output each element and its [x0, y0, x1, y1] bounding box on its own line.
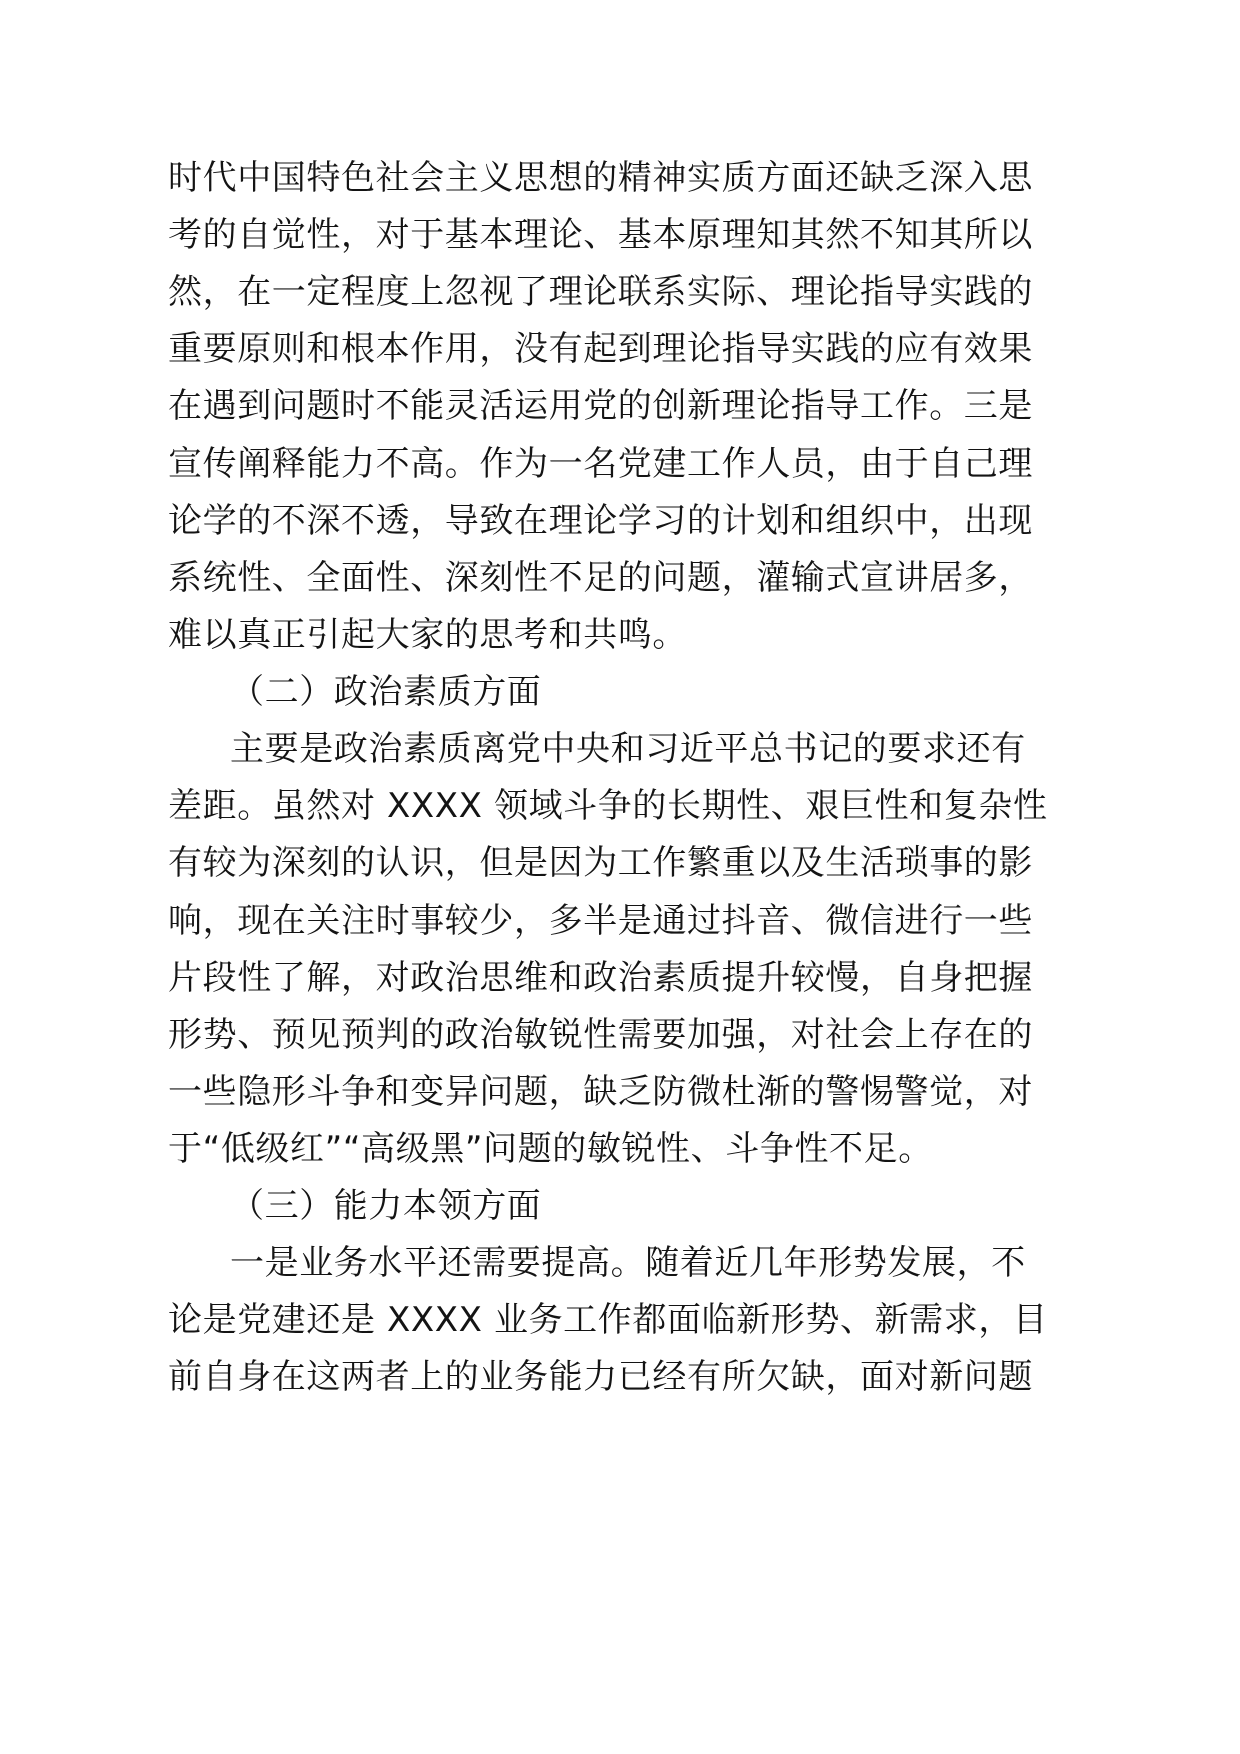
- body-line: 形势、预见预判的政治敏锐性需要加强，对社会上存在的: [168, 1015, 1033, 1055]
- body-line: 响，现在关注时事较少，多半是通过抖音、微信进行一些: [168, 901, 1033, 941]
- body-line: 论学的不深不透，导致在理论学习的计划和组织中，出现: [168, 501, 1033, 541]
- body-line: 有较为深刻的认识，但是因为工作繁重以及生活琐事的影: [168, 843, 1033, 883]
- body-line: 论是党建还是 XXXX 业务工作都面临新形势、新需求，目: [168, 1300, 1048, 1340]
- body-line: 片段性了解，对政治思维和政治素质提升较慢，自身把握: [168, 958, 1033, 998]
- body-line: 然，在一定程度上忽视了理论联系实际、理论指导实践的: [168, 272, 1033, 312]
- body-line: 时代中国特色社会主义思想的精神实质方面还缺乏深入思: [168, 158, 1033, 198]
- body-line: 一些隐形斗争和变异问题，缺乏防微杜渐的警惕警觉，对: [168, 1072, 1033, 1112]
- section-heading: （三）能力本领方面: [230, 1186, 542, 1226]
- body-line: 在遇到问题时不能灵活运用党的创新理论指导工作。三是: [168, 386, 1033, 426]
- body-line: 难以真正引起大家的思考和共鸣。: [168, 615, 687, 655]
- body-line: 考的自觉性，对于基本理论、基本原理知其然不知其所以: [168, 215, 1033, 255]
- paragraph-first-line: 主要是政治素质离党中央和习近平总书记的要求还有: [230, 729, 1026, 769]
- body-line: 于“低级红”“高级黑”问题的敏锐性、斗争性不足。: [168, 1129, 933, 1169]
- body-line: 系统性、全面性、深刻性不足的问题，灌输式宣讲居多，: [168, 558, 1033, 598]
- paragraph-first-line: 一是业务水平还需要提高。随着近几年形势发展，不: [230, 1243, 1026, 1283]
- body-line: 差距。虽然对 XXXX 领域斗争的长期性、艰巨性和复杂性: [168, 786, 1048, 826]
- body-line: 宣传阐释能力不高。作为一名党建工作人员，由于自己理: [168, 444, 1033, 484]
- body-line: 重要原则和根本作用，没有起到理论指导实践的应有效果: [168, 329, 1033, 369]
- section-heading: （二）政治素质方面: [230, 672, 542, 712]
- body-line: 前自身在这两者上的业务能力已经有所欠缺，面对新问题: [168, 1357, 1033, 1397]
